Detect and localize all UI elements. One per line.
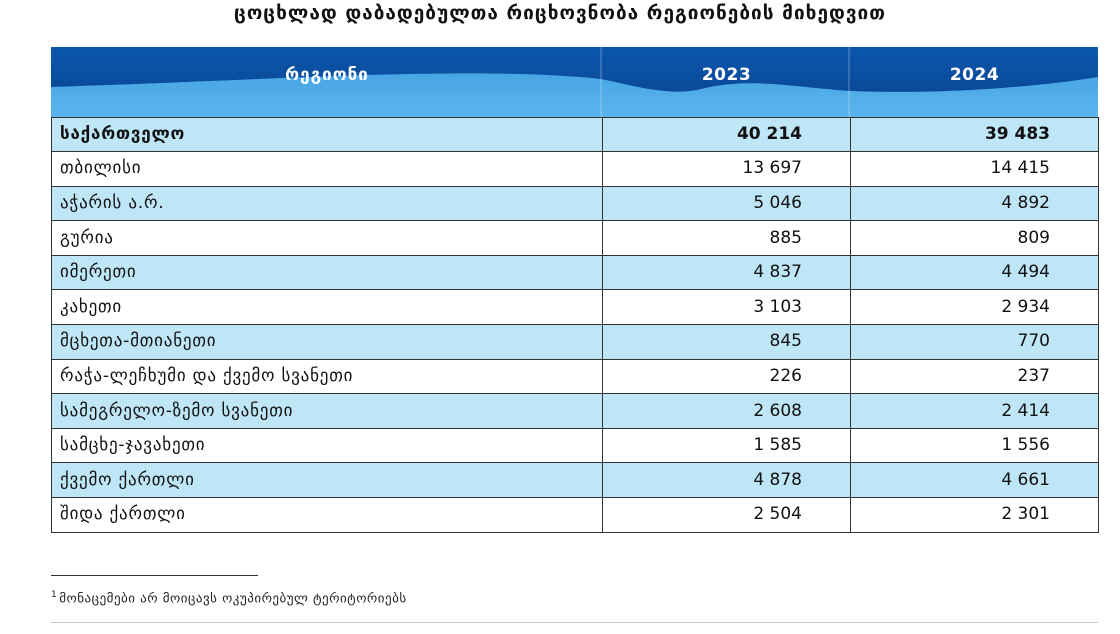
value-2023-cell: 1 585 xyxy=(603,428,851,463)
table-row-total xyxy=(52,117,1099,152)
table-row xyxy=(52,498,1099,533)
value-2024-cell: 4 494 xyxy=(851,255,1099,290)
value-2023-cell: 4 837 xyxy=(603,255,851,290)
region-cell: გურია xyxy=(52,221,603,256)
region-cell: აჭარის ა.რ. xyxy=(52,186,603,221)
bottom-divider xyxy=(51,622,1098,623)
value-2024-cell: 2 414 xyxy=(851,394,1099,429)
table-row xyxy=(52,290,1099,325)
footnote xyxy=(51,590,407,606)
table-row xyxy=(52,463,1099,498)
value-2024-cell: 39 483 xyxy=(851,117,1099,152)
region-cell: კახეთი xyxy=(52,290,603,325)
region-cell: სამცხე-ჯავახეთი xyxy=(52,428,603,463)
table-row xyxy=(52,428,1099,463)
table-row xyxy=(52,186,1099,221)
value-2023-cell: 845 xyxy=(603,325,851,360)
value-2023-cell: 3 103 xyxy=(603,290,851,325)
value-2023-cell: 40 214 xyxy=(603,117,851,152)
column-header-2024: 2024 xyxy=(949,65,1000,85)
footnote-marker: 1 xyxy=(51,590,58,600)
table-row xyxy=(52,221,1099,256)
value-2024-cell: 809 xyxy=(851,221,1099,256)
value-2023-cell: 885 xyxy=(603,221,851,256)
region-cell: საქართველო xyxy=(52,117,603,152)
region-cell: ქვემო ქართლი xyxy=(52,463,603,498)
value-2023-cell: 5 046 xyxy=(603,186,851,221)
value-2023-cell: 4 878 xyxy=(603,463,851,498)
column-header-2023: 2023 xyxy=(701,65,752,85)
value-2023-cell: 226 xyxy=(603,359,851,394)
births-by-region-table xyxy=(51,47,1099,533)
value-2024-cell: 2 301 xyxy=(851,498,1099,533)
region-cell: მცხეთა-მთიანეთი xyxy=(52,325,603,360)
value-2024-cell: 1 556 xyxy=(851,428,1099,463)
region-cell: შიდა ქართლი xyxy=(52,498,603,533)
table-row xyxy=(52,359,1099,394)
value-2024-cell: 770 xyxy=(851,325,1099,360)
table-row xyxy=(52,394,1099,429)
value-2024-cell: 4 892 xyxy=(851,186,1099,221)
region-cell: რაჭა-ლეჩხუმი და ქვემო სვანეთი xyxy=(52,359,603,394)
value-2024-cell: 14 415 xyxy=(851,152,1099,187)
value-2024-cell: 237 xyxy=(851,359,1099,394)
region-cell: თბილისი xyxy=(52,152,603,187)
table-row xyxy=(52,152,1099,187)
value-2023-cell: 2 504 xyxy=(603,498,851,533)
footnote-text: მონაცემები არ მოიცავს ოკუპირებულ ტერიტორიებს xyxy=(59,591,407,607)
page-title: ცოცხლად დაბადებულთა რიცხოვნობა რეგიონების მიხედვით xyxy=(234,2,886,24)
column-header-region: რეგიონი xyxy=(285,65,369,85)
region-cell: სამეგრელო-ზემო სვანეთი xyxy=(52,394,603,429)
table-row xyxy=(52,255,1099,290)
table-row xyxy=(52,325,1099,360)
footnote-divider xyxy=(51,575,258,576)
value-2023-cell: 13 697 xyxy=(603,152,851,187)
value-2024-cell: 4 661 xyxy=(851,463,1099,498)
value-2023-cell: 2 608 xyxy=(603,394,851,429)
value-2024-cell: 2 934 xyxy=(851,290,1099,325)
region-cell: იმერეთი xyxy=(52,255,603,290)
table-header-row xyxy=(52,47,1099,117)
